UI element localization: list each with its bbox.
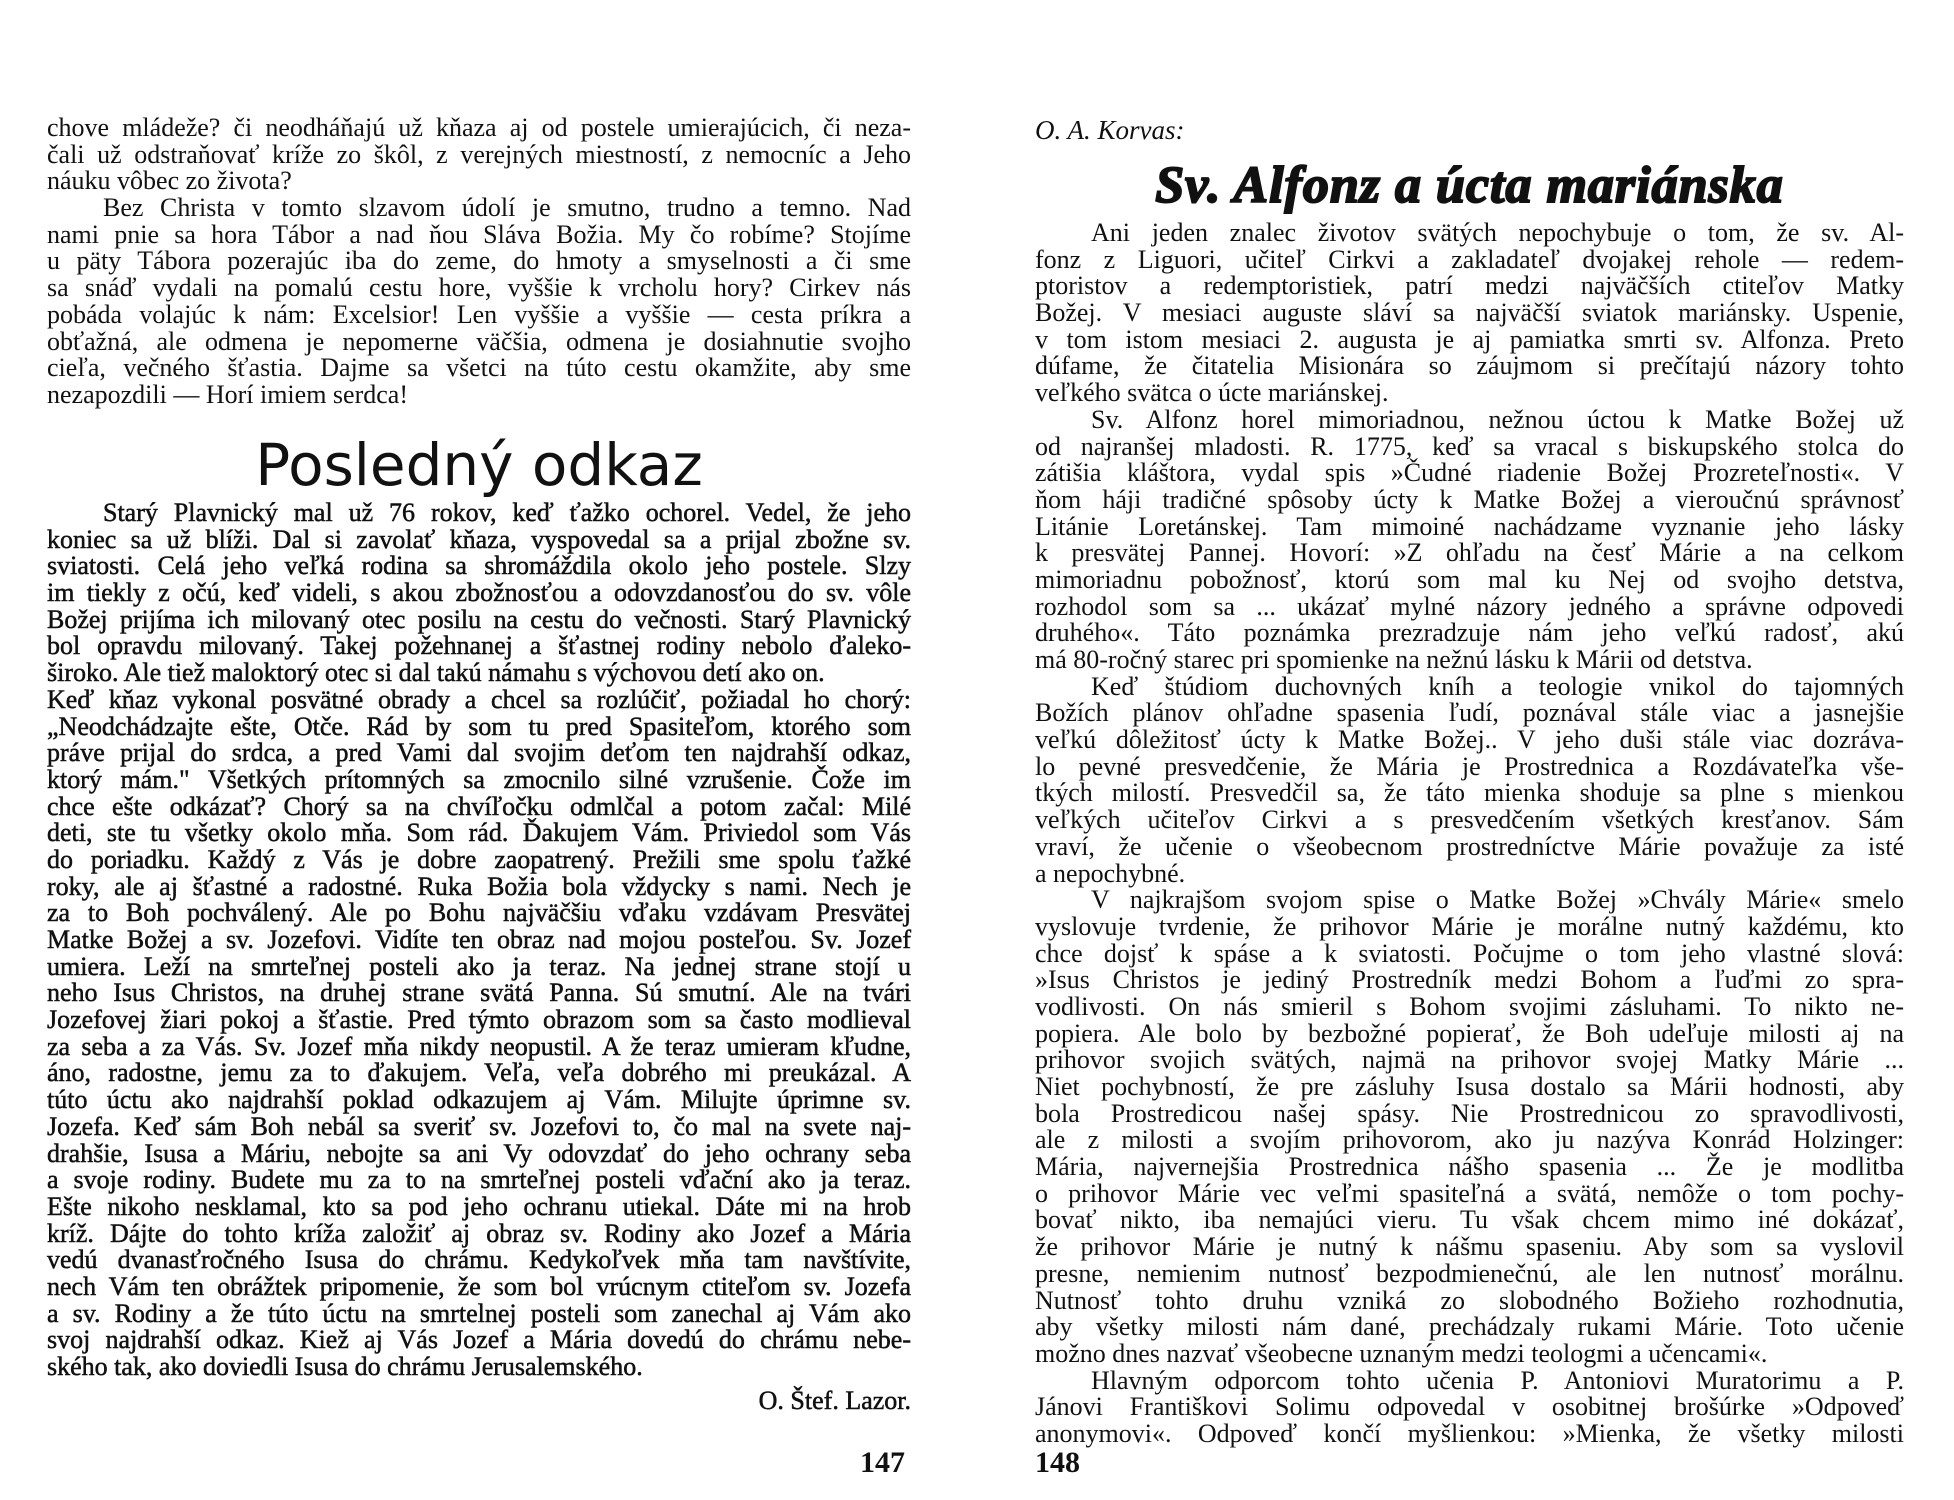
text-line: u päty Tábora pozerajúc iba do zeme, do hmoty a smyselnosti a či sme: [47, 246, 911, 276]
text-line: kríž. Dájte do tohto kríža založiť aj obraz sv. Rodiny ako Jozef a Mária: [47, 1218, 911, 1248]
text-line: obťažná, ale odmena je nepomerne väčšia, odmena je dosiahnutie svojho: [47, 326, 911, 356]
text-line: Keď štúdiom duchovných kníh a teologie vnikol do tajomných: [1091, 671, 1904, 701]
text-line: ptoristov a redemptoristiek, patrí medzi najväčších ctiteľov Matky: [1035, 271, 1904, 301]
text-line: túto úctu ako najdrahší poklad odkazujem aj Vám. Milujte úprimne sv.: [47, 1085, 911, 1115]
text-line: im tiekly z očú, keď videli, s akou zbožnosťou a odovzdanosťou do sv. vôle: [47, 578, 911, 608]
text-line: aby všetky milosti nám dané, prechádzaly rukami Márie. Toto učenie: [1035, 1312, 1904, 1342]
text-line: Jánovi Františkovi Solimu odpovedal v osobitnej brošúrke »Odpoveď: [1035, 1392, 1904, 1422]
text-line: Ani jeden znalec životov svätých nepochybuje o tom, že sv. Al-: [1091, 218, 1904, 247]
left-article-body: [47, 500, 911, 1381]
text-line: Jozefa. Keď sám Boh nebál sa sveriť sv. Jozefovi to, čo mal na svete naj-: [47, 1111, 911, 1141]
paragraph: [1035, 220, 1904, 407]
text-line: V najkrajšom svojom spise o Matke Božej »Chvály Márie« smelo: [1091, 885, 1904, 915]
text-line: prihovor svojich svätých, najmä na prihovor svojej Matky Márie ...: [1035, 1045, 1904, 1075]
text-line: tkých milostí. Presvedčil sa, že táto mienka shoduje sa plne s mienkou: [1035, 778, 1904, 808]
text-line: sa snáď vydali na pomalú cestu hore, vyššie k vrcholu hory? Cirkev nás: [47, 273, 911, 303]
text-line: »Isus Christos je jediný Prostredník medzi Bohom a ľuďmi zo spra-: [1035, 965, 1904, 995]
text-line: chce dojsť k spáse a k sviatosti. Počujme o tom jeho vlastné slová:: [1035, 938, 1904, 968]
text-line: Bez Christa v tomto slzavom údolí je smutno, trudno a temno. Nad: [103, 193, 911, 223]
text-line: rozhodol som sa ... ukázať mylné názory jedného a správne odpovedi: [1035, 591, 1904, 621]
text-line: chove mládeže? či neodháňajú už kňaza aj od postele umierajúcich, či neza-: [47, 113, 911, 142]
paragraph: [47, 500, 911, 687]
text-line: nech Vám ten obrážtek pripomenie, že som bol vrúcnym ctiteľom sv. Jozefa: [47, 1271, 911, 1301]
text-line: nezapozdili — Horí imiem serdca!: [47, 379, 408, 409]
article-title-posledny-odkaz: Posledný odkaz: [255, 431, 703, 499]
text-line: áno, radostne, jemu za to ďakujem. Veľa, veľa dobrého mi preukázal. A: [47, 1058, 911, 1088]
text-line: umiera. Leží na smrteľnej posteli ako ja teraz. Na jednej strane stojí u: [47, 951, 911, 981]
article-signature: O. Štef. Lazor.: [758, 1386, 911, 1415]
page-number-right: 148: [1035, 1446, 1080, 1479]
text-line: cieľa, večného šťastia. Dajme sa všetci na túto cestu okamžite, aby sme: [47, 353, 911, 383]
text-line: za to Boh pochválený. Ale po Bohu najväčšiu vďaku vzdávam Presvätej: [47, 898, 911, 928]
text-line: sviatosti. Celá jeho veľká rodina sa shromáždila okolo jeho postele. Slzy: [47, 551, 911, 581]
text-line: mimoriadnu pobožnosť, ktorú som mal ku Nej od svojho detstva,: [1035, 564, 1904, 594]
text-line: k presvätej Pannej. Hovorí: »Z ohľadu na česť Márie a na celkom: [1035, 538, 1904, 568]
text-line: Starý Plavnický mal už 76 rokov, keď ťažko ochorel. Vedel, že jeho: [103, 498, 911, 527]
text-line: práve prijal do srdca, a pred Vami dal svojim deťom ten najdrahší odkaz,: [47, 738, 911, 768]
text-line: bola Prostredicou našej spásy. Nie Prostrednicou zo spravodlivosti,: [1035, 1098, 1904, 1128]
article-title-sv-alfonz: Sv. Alfonz a úcta mariánska: [1155, 157, 1784, 214]
text-line: fonz z Liguori, učiteľ Cirkvi a zakladateľ dvojakej rehole — redem-: [1035, 244, 1904, 274]
text-line: dúfame, že čitatelia Misionára so záujmom si prečítajú názory tohto: [1035, 351, 1904, 381]
text-line: o prihovor Márie vec veľmi spasiteľná a svätá, nemôže o tom pochy-: [1035, 1178, 1904, 1208]
paragraph: [1035, 404, 1904, 674]
text-line: Litánie Loretánskej. Tam mimoiné nachádzame vyznanie jeho lásky: [1035, 511, 1904, 541]
text-line: nami pnie sa hora Tábor a nad ňou Sláva Božia. My čo robíme? Stojíme: [47, 219, 911, 249]
text-line: vraví, že učenie o všeobecnom prostredníctve Márie považuje za isté: [1035, 831, 1904, 861]
text-line: vodlivosti. On nás smieril s Bohom svojimi zásluhami. To nikto ne-: [1035, 991, 1904, 1021]
text-line: pobáda volajúc k nám: Excelsior! Len vyššie a vyššie — cesta príkra a: [47, 299, 911, 329]
text-line: a svoje rodiny. Budete mu za to na smrteľnej posteli vďační ako ja teraz.: [47, 1165, 911, 1195]
text-line: bovať nikto, iba nemajúci vieru. Tu však chcem mimo iné dokázať,: [1035, 1205, 1904, 1235]
text-line: Mária, najvernejšia Prostrednica nášho spasenia ... Že je modlitba: [1035, 1152, 1904, 1182]
text-line: náuku vôbec zo života?: [47, 166, 292, 196]
paragraph: [1035, 671, 1904, 888]
paragraph: [47, 195, 911, 409]
text-line: do poriadku. Každý z Vás je dobre zaopatrený. Prežili sme spolu ťažké: [47, 844, 911, 874]
text-line: možno dnes nazvať všeobecne uznaným medzi teologmi a učencami«.: [1035, 1338, 1768, 1368]
text-line: Keď kňaz vykonal posvätné obrady a chcel sa rozlúčiť, požiadal ho chorý:: [47, 684, 911, 714]
text-line: presne, nemienim nutnosť bezpodmienečnú, ale len nutnosť morálnu.: [1035, 1258, 1904, 1288]
paragraph: [1035, 887, 1904, 1367]
text-line: že prihovor Márie je nutný k nášmu spaseniu. Aby som sa vyslovil: [1035, 1232, 1904, 1262]
text-line: roky, ale aj šťastné a radostné. Ruka Božia bola vždycky s nami. Nech je: [47, 871, 911, 901]
text-line: „Neodchádzajte ešte, Otče. Rád by som tu pred Spasiteľom, ktorého som: [47, 711, 911, 741]
text-line: popiera. Ale bolo by bezbožné popierať, že Boh udeľuje milosti aj na: [1035, 1018, 1904, 1048]
text-line: Hlavným odporcom tohto učenia P. Antoniovi Muratorimu a P.: [1091, 1365, 1904, 1395]
text-line: Ešte nikoho nesklamal, kto sa pod jeho ochranu utiekal. Dáte mi na hrob: [47, 1191, 911, 1221]
text-line: vedú dvanasťročného Isusa do chrámu. Kedykoľvek mňa tam navštívite,: [47, 1245, 911, 1275]
text-line: lo pevné presvedčenie, že Mária je Prostrednica a Rozdávateľka vše-: [1035, 751, 1904, 781]
text-line: vyslovuje tvrdenie, že prihovor Márie je morálne nutný každému, kto: [1035, 911, 1904, 941]
text-line: za seba a za Vás. Sv. Jozef mňa nikdy neopustil. A že teraz umieram kľudne,: [47, 1031, 911, 1061]
text-line: anonymovi«. Odpoveď končí myšlienkou: »Mienka, že všetky milosti: [1035, 1418, 1904, 1448]
text-line: ňom háji tradičné spôsoby úcty k Matke Božej a vieroučnú správnosť: [1035, 484, 1904, 514]
text-line: čali už odstraňovať kríže zo škôl, z verejných miestností, z nemocníc a Jeho: [47, 139, 911, 169]
text-line: Božej. V mesiaci auguste sláví sa najväčší sviatok mariánsky. Uspenie,: [1035, 298, 1904, 328]
right-article-body: [1035, 220, 1904, 1448]
text-line: a sv. Rodiny a že túto úctu na smrtelnej posteli som zanechal aj Vám ako: [47, 1298, 911, 1328]
text-line: neho Isus Christos, na druhej strane svätá Panna. Sú smutní. Ale na tvári: [47, 978, 911, 1008]
text-line: zátišia kláštora, vydal spis »Čudné riadenie Božej Prozreteľnosti«. V: [1035, 458, 1904, 488]
text-line: Matke Božej a sv. Jozefovi. Vidíte ten obraz nad mojou posteľou. Sv. Jozef: [47, 925, 911, 954]
text-line: má 80-ročný starec pri spomienke na nežnú lásku k Márii od detstva.: [1035, 645, 1753, 674]
text-line: ktorý mám." Všetkých prítomných sa zmocnilo silné vzrušenie. Čože im: [47, 764, 911, 794]
paragraph: [47, 115, 911, 195]
text-line: Jozefovej žiari pokoj a šťastie. Pred týmto obrazom som sa často modlieval: [47, 1005, 911, 1035]
text-line: Božej prijíma ich milovaný otec posilu na cestu do večnosti. Starý Plavnický: [47, 604, 911, 634]
text-line: Nutnosť tohto druhu vzniká zo slobodného Božieho rozhodnutia,: [1035, 1285, 1904, 1315]
text-line: široko. Ale tiež maloktorý otec si dal takú námahu s výchovou detí ako on.: [47, 658, 825, 688]
text-line: chce ešte odkázať? Chorý sa na chvíľočku odmlčal a potom začal: Milé: [47, 791, 911, 821]
text-line: Niet pochybností, že pre zásluhy Isusa dostalo sa Márii hodnosti, aby: [1035, 1072, 1904, 1101]
text-line: Sv. Alfonz horel mimoriadnou, nežnou úctou k Matke Božej už: [1091, 404, 1904, 434]
article-author: O. A. Korvas:: [1035, 115, 1185, 145]
text-line: deti, ste tu všetky okolo mňa. Som rád. Ďakujem Vám. Priviedol som Vás: [47, 818, 911, 848]
paragraph: [47, 684, 911, 1381]
left-intro-text: [47, 115, 911, 409]
text-line: koniec sa už blíži. Dal si zavolať kňaza, vyspovedal sa a prijal zbožne sv.: [47, 524, 911, 554]
text-line: drahšie, Isusa a Máriu, nebojte sa ani Vy odovzdať do jeho ochrany seba: [47, 1138, 911, 1168]
text-line: veľkých učiteľov Cirkvi a s presvedčením všetkých kresťanov. Sám: [1035, 805, 1904, 835]
text-line: bol opravdu milovaný. Takej požehnanej a šťastnej rodiny nebolo ďaleko-: [47, 631, 911, 661]
text-line: veľkú dôležitosť úcty k Matke Božej.. V jeho duši stále viac dozráva-: [1035, 725, 1904, 755]
text-line: ského tak, ako doviedli Isusa do chrámu Jerusalemského.: [47, 1352, 643, 1381]
text-line: druhého«. Táto poznámka prezradzuje nám jeho veľkú radosť, akú: [1035, 618, 1904, 648]
page-number-left: 147: [860, 1446, 905, 1479]
text-line: veľkého svätca o úcte mariánskej.: [1035, 378, 1389, 408]
paragraph: [1035, 1365, 1904, 1448]
text-line: od najranšej mladosti. R. 1775, keď sa vracal s biskupského stolca do: [1035, 431, 1904, 461]
text-line: v tom istom mesiaci 2. augusta je aj pamiatka smrti sv. Alfonza. Preto: [1035, 324, 1904, 354]
text-line: ale z milosti a svojím prihovorom, ako ju nazýva Konrád Holzinger:: [1035, 1125, 1904, 1155]
text-line: a nepochybné.: [1035, 858, 1186, 888]
text-line: Božích plánov ohľadne spasenia ľudí, poznával stále viac a jasnejšie: [1035, 698, 1904, 728]
text-line: svoj najdrahší odkaz. Kiež aj Vás Jozef a Mária dovedú do chrámu nebe-: [47, 1325, 911, 1355]
